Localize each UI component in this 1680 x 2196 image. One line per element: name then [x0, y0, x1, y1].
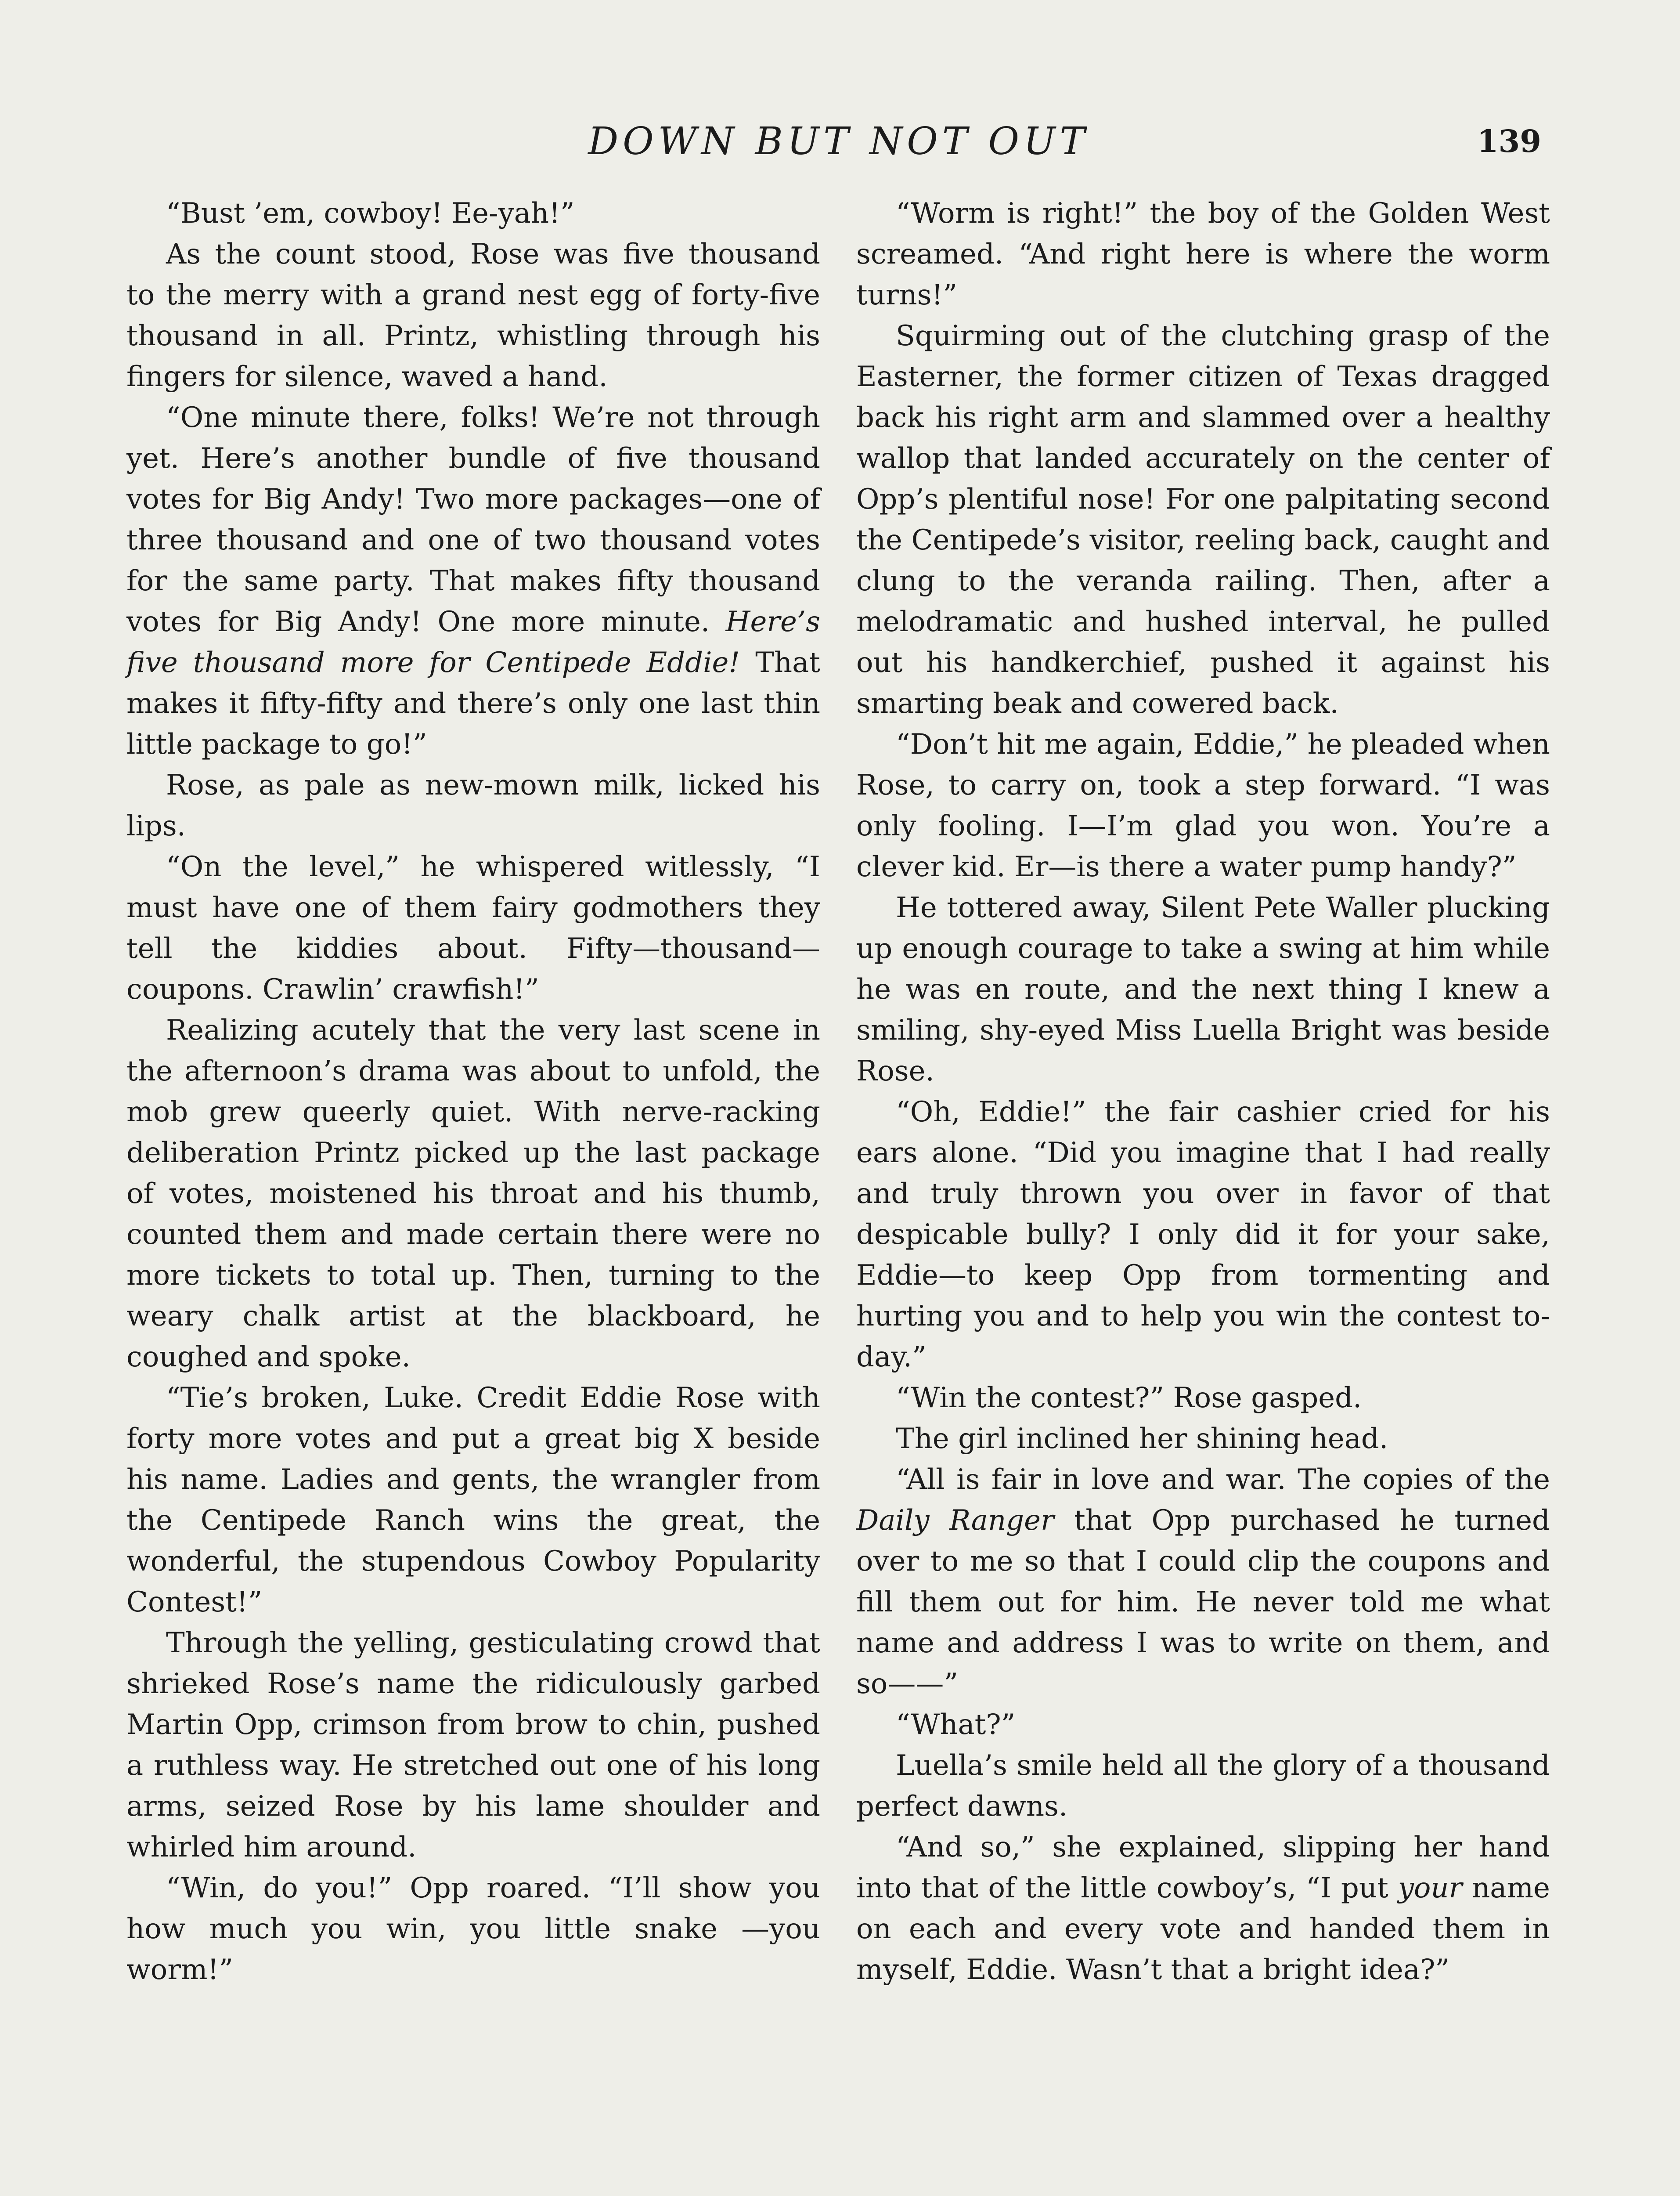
italic-text: Daily Ranger — [856, 1504, 1054, 1537]
paragraph: Squirming out of the clutching grasp of the Easterner, the former citizen of Texas dragged back his right arm and slammed over a healthy wallop that landed accurately on the center of Opp’s plentiful nose! For one palpitating second the Centipede’s visitor, reeling back, caught and clung to the veranda railing. Then, after a melodramatic and hushed interval, he pulled out his handkerchief, pushed it against his smarting beak and cowered back. — [856, 320, 1550, 720]
paragraph-text: that Opp purchased he turned over to me so that I could clip the coupons and fill them out for him. He never told me what name and address I was to write on them, and so——” — [856, 1504, 1550, 1700]
paragraph: Luella’s smile held all the glory of a thousand perfect dawns. — [856, 1749, 1550, 1823]
paragraph-text: “All is fair in love and war. The copies of the — [896, 1463, 1550, 1496]
paragraph: “Worm is right!” the boy of the Golden West screamed. “And right here is where the worm turns!” — [856, 197, 1550, 311]
paragraph: “Oh, Eddie!” the fair cashier cried for his ears alone. “Did you imagine that I had really and truly thrown you over in favor of that despicable bully? I only did it for your sake, Eddie—to keep Opp from tormenting and hurting you and to help you win the contest to-day.” — [856, 1096, 1550, 1373]
page-header — [127, 115, 1550, 168]
paragraph: As the count stood, Rose was five thousand to the merry with a grand nest egg of forty-five thousand in all. Printz, whistling through his fingers for silence, waved a hand. — [126, 238, 820, 393]
paragraph: “Win the contest?” Rose gasped. — [896, 1382, 1362, 1414]
paragraph-text: name on each and every vote and handed them in myself, Eddie. Wasn’t that a bright idea?” — [856, 1872, 1550, 1986]
page-number: 139 — [1477, 123, 1541, 159]
paragraph — [856, 1827, 1550, 1990]
paragraph — [856, 1459, 1550, 1705]
paragraph: Rose, as pale as new-mown milk, licked his lips. — [126, 769, 820, 842]
paragraph: Realizing acutely that the very last scene in the afternoon’s drama was about to unfold, the mob grew queerly quiet. With nerve-racking deliberation Printz picked up the last package of votes, moistened his throat and his thumb, counted them and made certain there were no more tickets to total up. Then, turning to the weary chalk artist at the blackboard, he coughed and spoke. — [126, 1014, 820, 1373]
italic-text: your — [1398, 1872, 1463, 1904]
paragraph: “On the level,” he whispered witlessly, “I must have one of them fairy godmothers they tell the kiddies about. Fifty—thousand—coupons. Crawlin’ crawfish!” — [126, 851, 820, 1006]
running-title: DOWN BUT NOT OUT — [588, 119, 1089, 163]
paragraph-text: “And so,” she explained, slipping her hand into that of the little cowboy’s, “I put — [856, 1831, 1550, 1904]
paragraph: “Bust ’em, cowboy! Ee-yah!” — [166, 197, 575, 230]
paragraph: He tottered away, Silent Pete Waller plucking up enough courage to take a swing at him while he was en route, and the next thing I knew a smiling, shy-eyed Miss Luella Bright was beside Rose. — [856, 892, 1550, 1087]
paragraph-text: “One minute there, folks! We’re not through yet. Here’s another bundle of five thousand votes for Big Andy! Two more packages—one of three thousand and one of two thousand votes for the same party. That makes fifty thousand votes for Big Andy! One more minute. — [126, 401, 820, 638]
italic-text: Here’s five thousand more for Centipede Eddie! — [126, 606, 821, 679]
paragraph: Through the yelling, gesticulating crowd that shrieked Rose’s name the ridiculously garbed Martin Opp, crimson from brow to chin, pushed a ruthless way. He stretched out one of his long arms, seized Rose by his lame shoulder and whirled him around. — [126, 1627, 820, 1864]
paragraph: “What?” — [896, 1708, 1016, 1741]
paragraph — [126, 397, 820, 765]
left-text-column — [126, 193, 820, 1990]
paragraph: The girl inclined her shining head. — [896, 1423, 1388, 1455]
right-text-column — [856, 193, 1550, 1990]
paragraph-text: That makes it fifty-fifty and there’s only one last thin little package to go!” — [126, 647, 820, 761]
paragraph: “Tie’s broken, Luke. Credit Eddie Rose with forty more votes and put a great big X beside his name. Ladies and gents, the wrangler from the Centipede Ranch wins the great, the wonderful, the stupendous Cowboy Popularity Contest!” — [126, 1382, 820, 1618]
paragraph: “Win, do you!” Opp roared. “I’ll show you how much you win, you little snake —you worm!” — [126, 1872, 820, 1986]
paragraph: “Don’t hit me again, Eddie,” he pleaded when Rose, to carry on, took a step forward. “I was only fooling. I—I’m glad you won. You’re a clever kid. Er—is there a water pump handy?” — [856, 728, 1550, 883]
